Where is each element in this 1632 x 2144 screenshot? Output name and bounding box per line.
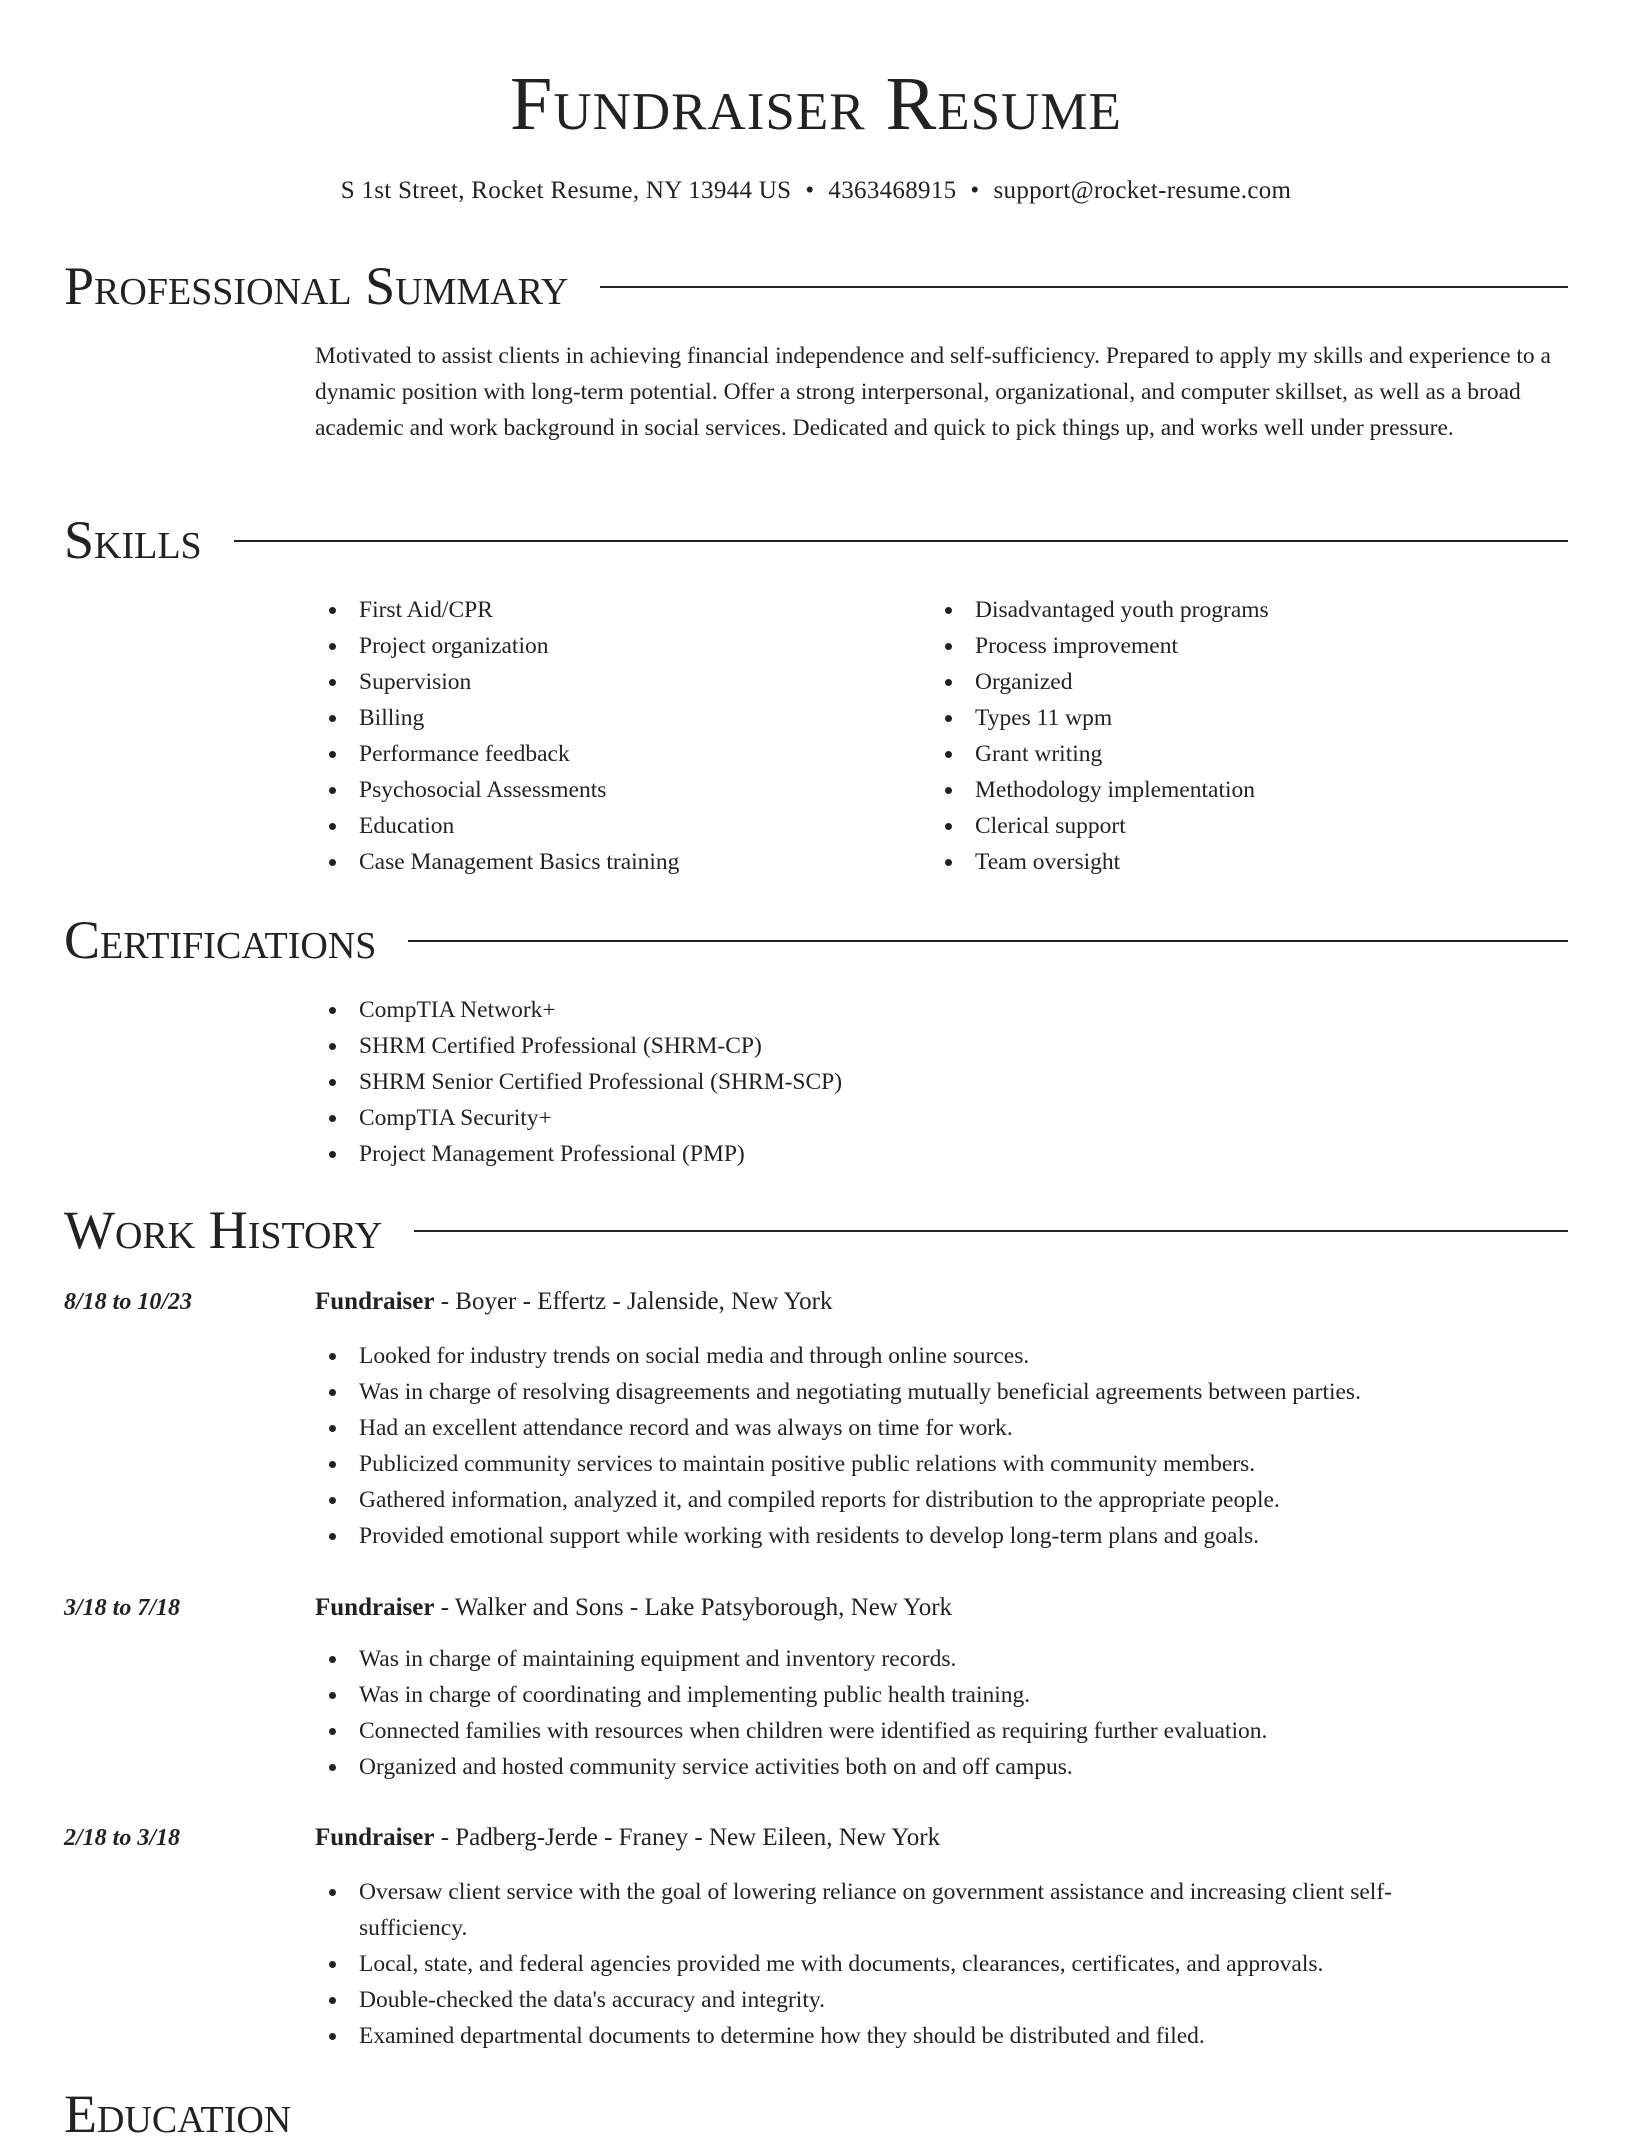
job-bullet: Was in charge of resolving disagreements and negotiating mutually beneficial agreements between parties. — [315, 1374, 1495, 1410]
contact-separator: • — [970, 177, 980, 204]
work-section-header — [64, 1200, 1568, 1260]
certifications-list — [315, 992, 842, 1172]
job-bullet: Was in charge of maintaining equipment and inventory records. — [315, 1641, 1495, 1677]
certification-item: CompTIA Network+ — [315, 992, 842, 1028]
job-bullet: Examined departmental documents to determine how they should be distributed and filed. — [315, 2018, 1490, 2054]
education-section-title: Education — [64, 2084, 292, 2144]
job-bullet: Connected families with resources when children were identified as requiring further evaluation. — [315, 1713, 1495, 1749]
certification-item: SHRM Senior Certified Professional (SHRM-SCP) — [315, 1064, 842, 1100]
job-bullet-list — [315, 1874, 1490, 2054]
skill-item: Grant writing — [931, 736, 1269, 772]
job-bullet: Had an excellent attendance record and was always on time for work. — [315, 1410, 1495, 1446]
skills-section-header — [64, 510, 1568, 570]
job-bullet: Organized and hosted community service activities both on and off campus. — [315, 1749, 1495, 1785]
skill-item: Project organization — [315, 628, 679, 664]
contact-separator: • — [805, 177, 815, 204]
skill-item: Education — [315, 808, 679, 844]
job-dates: 3/18 to 7/18 — [64, 1595, 181, 1621]
section-divider — [600, 286, 1568, 288]
certification-item: CompTIA Security+ — [315, 1100, 842, 1136]
job-bullet: Was in charge of coordinating and implementing public health training. — [315, 1677, 1495, 1713]
skills-section-title: Skills — [64, 510, 202, 570]
job-dates: 8/18 to 10/23 — [64, 1289, 193, 1315]
skill-item: Process improvement — [931, 628, 1269, 664]
contact-address: S 1st Street, Rocket Resume, NY 13944 US — [340, 177, 792, 204]
work-section-title: Work History — [64, 1200, 383, 1260]
job-bullet-list — [315, 1641, 1495, 1785]
skill-item: Psychosocial Assessments — [315, 772, 679, 808]
skill-item: Case Management Basics training — [315, 844, 679, 880]
job-heading — [315, 1284, 833, 1320]
certification-item: SHRM Certified Professional (SHRM-CP) — [315, 1028, 842, 1064]
certifications-section-header — [64, 910, 1568, 970]
job-company: - Padberg-Jerde - Franey - New Eileen, New York — [434, 1824, 941, 1851]
job-bullet: Oversaw client service with the goal of lowering reliance on government assistance and increasing client self-sufficiency. — [315, 1874, 1490, 1946]
job-bullet: Publicized community services to maintain positive public relations with community members. — [315, 1446, 1495, 1482]
job-bullet: Local, state, and federal agencies provided me with documents, clearances, certificates, and approvals. — [315, 1946, 1490, 1982]
certification-item: Project Management Professional (PMP) — [315, 1136, 842, 1172]
job-bullet: Gathered information, analyzed it, and compiled reports for distribution to the appropriate people. — [315, 1482, 1495, 1518]
skill-item: Methodology implementation — [931, 772, 1269, 808]
job-dates: 2/18 to 3/18 — [64, 1825, 181, 1851]
job-role: Fundraiser — [315, 1594, 435, 1621]
job-role: Fundraiser — [315, 1288, 435, 1315]
job-bullet: Double-checked the data's accuracy and integrity. — [315, 1982, 1490, 2018]
skill-item: Disadvantaged youth programs — [931, 592, 1269, 628]
job-heading — [315, 1820, 940, 1856]
job-bullet: Provided emotional support while working with residents to develop long-term plans and goals. — [315, 1518, 1495, 1554]
skill-item: Organized — [931, 664, 1269, 700]
skill-item: Team oversight — [931, 844, 1269, 880]
summary-section-title: Professional Summary — [64, 256, 569, 316]
skill-item: Clerical support — [931, 808, 1269, 844]
summary-text: Motivated to assist clients in achieving financial independence and self-sufficiency. Prepared to apply my skills and experience to a dynamic position with long-term potential. Offer a strong interpersonal, organizational, and computer skillset, as well as a broad academic and work background in social services. Dedicated and quick to pick things up, and works well under pressure. — [315, 343, 1551, 441]
job-company: - Boyer - Effertz - Jalenside, New York — [434, 1288, 833, 1315]
resume-name: Fundraiser Resume — [510, 62, 1122, 146]
section-divider — [234, 540, 1568, 542]
certifications-section-title: Certifications — [64, 910, 377, 970]
section-divider — [414, 1230, 1568, 1232]
contact-line — [0, 175, 1632, 207]
skill-item: Types 11 wpm — [931, 700, 1269, 736]
skill-item: Performance feedback — [315, 736, 679, 772]
contact-email[interactable]: support@rocket-resume.com — [993, 177, 1292, 204]
job-role: Fundraiser — [315, 1824, 435, 1851]
education-section-header — [64, 2084, 1568, 2144]
skill-item: First Aid/CPR — [315, 592, 679, 628]
skill-item: Supervision — [315, 664, 679, 700]
skills-list-left — [315, 592, 679, 880]
contact-phone: 4363468915 — [828, 177, 957, 204]
summary-section-header — [64, 256, 1568, 316]
section-divider — [408, 940, 1568, 942]
job-bullet-list — [315, 1338, 1495, 1554]
skills-list-right — [931, 592, 1269, 880]
job-company: - Walker and Sons - Lake Patsyborough, New York — [434, 1594, 953, 1621]
job-heading — [315, 1590, 952, 1626]
skill-item: Billing — [315, 700, 679, 736]
job-bullet: Looked for industry trends on social media and through online sources. — [315, 1338, 1495, 1374]
